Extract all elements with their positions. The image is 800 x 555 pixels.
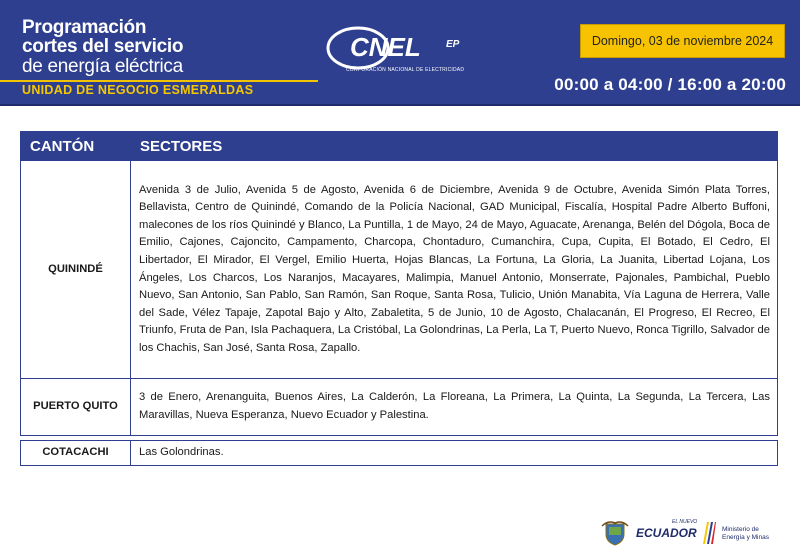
ministry-line-2: Energía y Minas (722, 533, 769, 541)
ministry-label (722, 526, 769, 541)
business-unit-label: UNIDAD DE NEGOCIO ESMERALDAS (22, 83, 254, 97)
canton-cell: COTACACHI (21, 441, 131, 466)
title-block (22, 18, 183, 77)
canton-cell: QUININDÉ (21, 161, 131, 379)
government-footer (600, 516, 790, 550)
column-header-canton: CANTÓN (21, 132, 131, 161)
title-line-1: Programación (22, 17, 147, 38)
logo-ep-text: EP (446, 39, 460, 50)
table-header-row (21, 132, 778, 161)
ecuador-wordmark: ECUADOR (636, 526, 697, 540)
sectores-cell: 3 de Enero, Arenanguita, Buenos Aires, La Calderón, La Floreana, La Primera, La Quinta, La Segunda, La Tercera, Las Maravillas, Nueva Esperanza, Nuevo Ecuador y Palestina. (131, 379, 778, 436)
title-line-2: cortes del servicio (22, 36, 184, 57)
header-banner (0, 0, 800, 106)
outage-hours: 00:00 a 04:00 / 16:00 a 20:00 (554, 75, 786, 94)
sectores-cell: Las Golondrinas. (131, 441, 778, 466)
ministry-line-1: Ministerio de (722, 526, 759, 533)
ecuador-small-label: EL NUEVO (672, 519, 698, 525)
logo-tagline: CORPORACIÓN NACIONAL DE ELECTRICIDAD (346, 67, 465, 73)
date-box (580, 24, 785, 58)
table-row (21, 379, 778, 436)
logo-main-text: CNEL (350, 32, 421, 62)
date-text: Domingo, 03 de noviembre 2024 (591, 34, 774, 48)
coat-of-arms-icon (600, 520, 630, 546)
table-row (21, 441, 778, 466)
canton-cell: PUERTO QUITO (21, 379, 131, 436)
sectors-table (20, 131, 778, 466)
flag-stripes-icon (700, 522, 716, 544)
sectores-cell: Avenida 3 de Julio, Avenida 5 de Agosto, Avenida 6 de Diciembre, Avenida 9 de Octubre, Avenida Simón Plata Torres, Bellavista, Centro de Quinindé, Comando de la Policía Nacional, GAD Municipal, Fiscalía, Hospital Padre Alberto Buffoni, malecones de los ríos Quinindé y Blanco, La Puntilla, 1 de Mayo, 24 de Mayo, Aguacate, Arenanga, Belén del Dógola, Boca de Emilio, Cajones, Cajoncito, Campamento, Charcopa, Chontaduro, Cumanchira, Cupa, Cupita, El Botado, El Cedro, El Libertador, El Mirador, El Vergel, Emilio Huerta, Hojas Blancas, La Fortuna, La Gloria, La Juanita, Libertad Lojana, Los Ángeles, Los Charcos, Los Naranjos, Macayares, Malimpia, Manuel Antonio, Monserrate, Pajonales, Pambichal, Pueblo Nuevo, San Antonio, San Pablo, San Ramón, San Roque, Santa Rosa, Tulicio, Unión Manabita, Vía Laguna de Herrera, Valle del Sade, Vélez Tapaje, Zapotal Bajo y Alto, Zabaletita, 5 de Junio, 10 de Agosto, Chalacanán, El Progreso, El Recreo, El Triunfo, Fruta de Pan, Isla Pachaquera, La Cristóbal, La Golondrinas, La Perla, La T, Puerto Nuevo, Ronca Tigrillo, Salvador de los Chachis, San José, Santa Rosa, Zapallo. (131, 161, 778, 379)
table-row (21, 161, 778, 379)
title-line-3: de energía eléctrica (22, 56, 183, 77)
column-header-sectores: SECTORES (131, 132, 778, 161)
